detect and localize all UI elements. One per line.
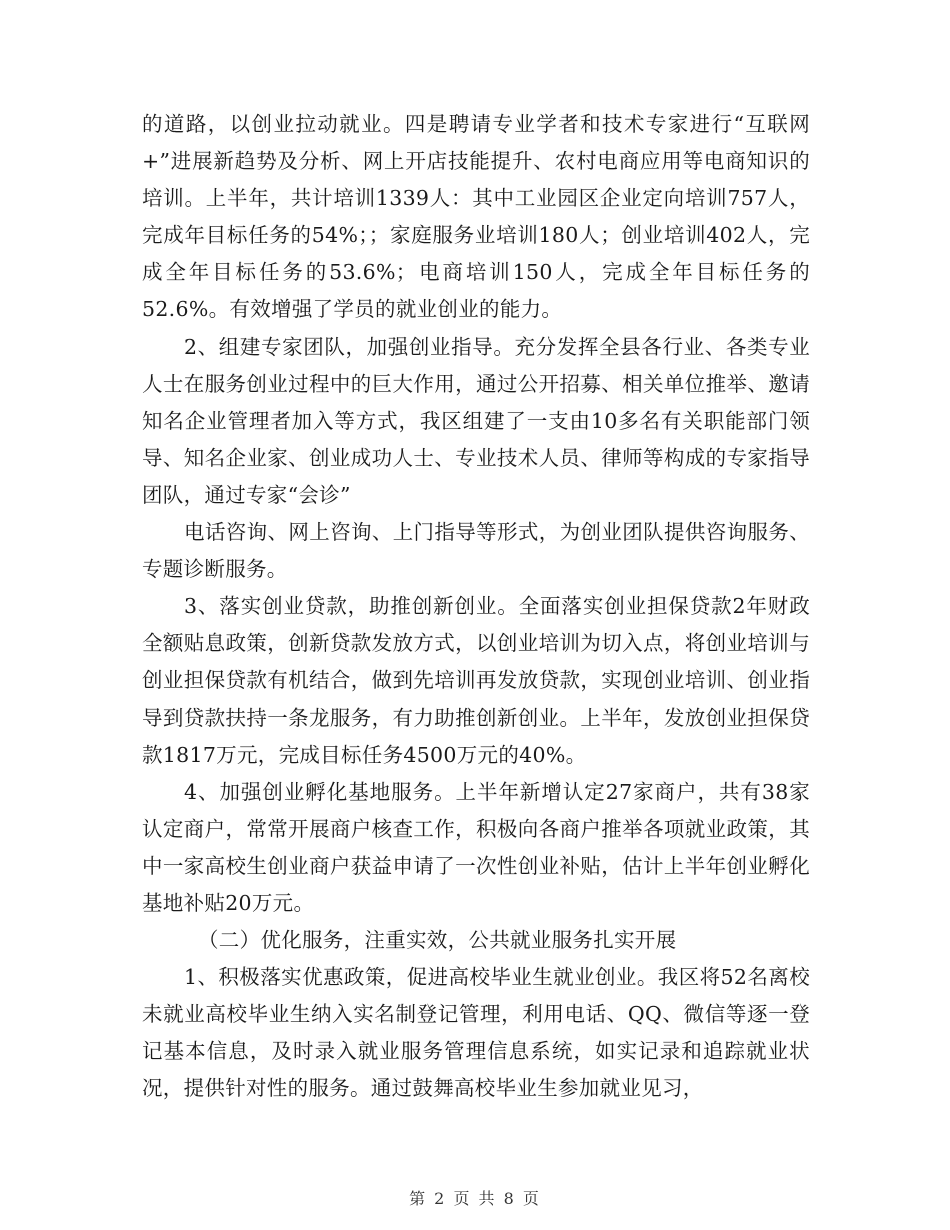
paragraph-startup-loans: 3、落实创业贷款，助推创新创业。全面落实创业担保贷款2年财政全额贴息政策，创新贷款发放方式，以创业培训为切入点，将创业培训与创业担保贷款有机结合，做到先培训再发放贷款，实现创业培训、创业指导到贷款扶持一条龙服务，有力助推创新创业。上半年，发放创业担保贷款1817万元，完成目标任务4500万元的40%。 (142, 594, 810, 767)
paragraph-incubation-base: 4、加强创业孵化基地服务。上半年新增认定27家商户，共有38家认定商户，常常开展商户核查工作，积极向各商户推举各项就业政策，其中一家高校生创业商户获益申请了一次性创业补贴，估计上半年创业孵化基地补贴20万元。 (142, 779, 810, 915)
paragraph-expert-team: 2、组建专家团队，加强创业指导。充分发挥全县各行业、各类专业人士在服务创业过程中的巨大作用，通过公开招募、相关单位推举、邀请知名企业管理者加入等方式，我区组建了一支由10多名有关职能部门领导、知名企业家、创业成功人士、专业技术人员、律师等构成的专家指导团队，通过专家“会诊” (142, 334, 810, 507)
document-body (142, 106, 810, 1108)
section-heading-public-employment: （二）优化服务，注重实效，公共就业服务扎实开展 (198, 928, 677, 953)
paragraph-consulting-services: 电话咨询、网上咨询、上门指导等形式，为创业团队提供咨询服务、专题诊断服务。 (142, 520, 810, 582)
paragraph-training-summary: 的道路，以创业拉动就业。四是聘请专业学者和技术专家进行“互联网+”进展新趋势及分析、网上开店技能提升、农村电商应用等电商知识的培训。上半年，共计培训1339人：其中工业园区企业定向培训757人，完成年目标任务的54%；；家庭服务业培训180人；创业培训402人，完成全年目标任务的53.6%；电商培训150人，完成全年目标任务的52.6%。有效增强了学员的就业创业的能力。 (142, 112, 810, 322)
paragraph-graduate-employment: 1、积极落实优惠政策，促进高校毕业生就业创业。我区将52名离校未就业高校毕业生纳入实名制登记管理，利用电话、QQ、微信等逐一登记基本信息，及时录入就业服务管理信息系统，如实记录和追踪就业状况，提供针对性的服务。通过鼓舞高校毕业生参加就业见习， (142, 965, 810, 1101)
page-number-footer: 第 2 页 共 8 页 (409, 1189, 541, 1208)
